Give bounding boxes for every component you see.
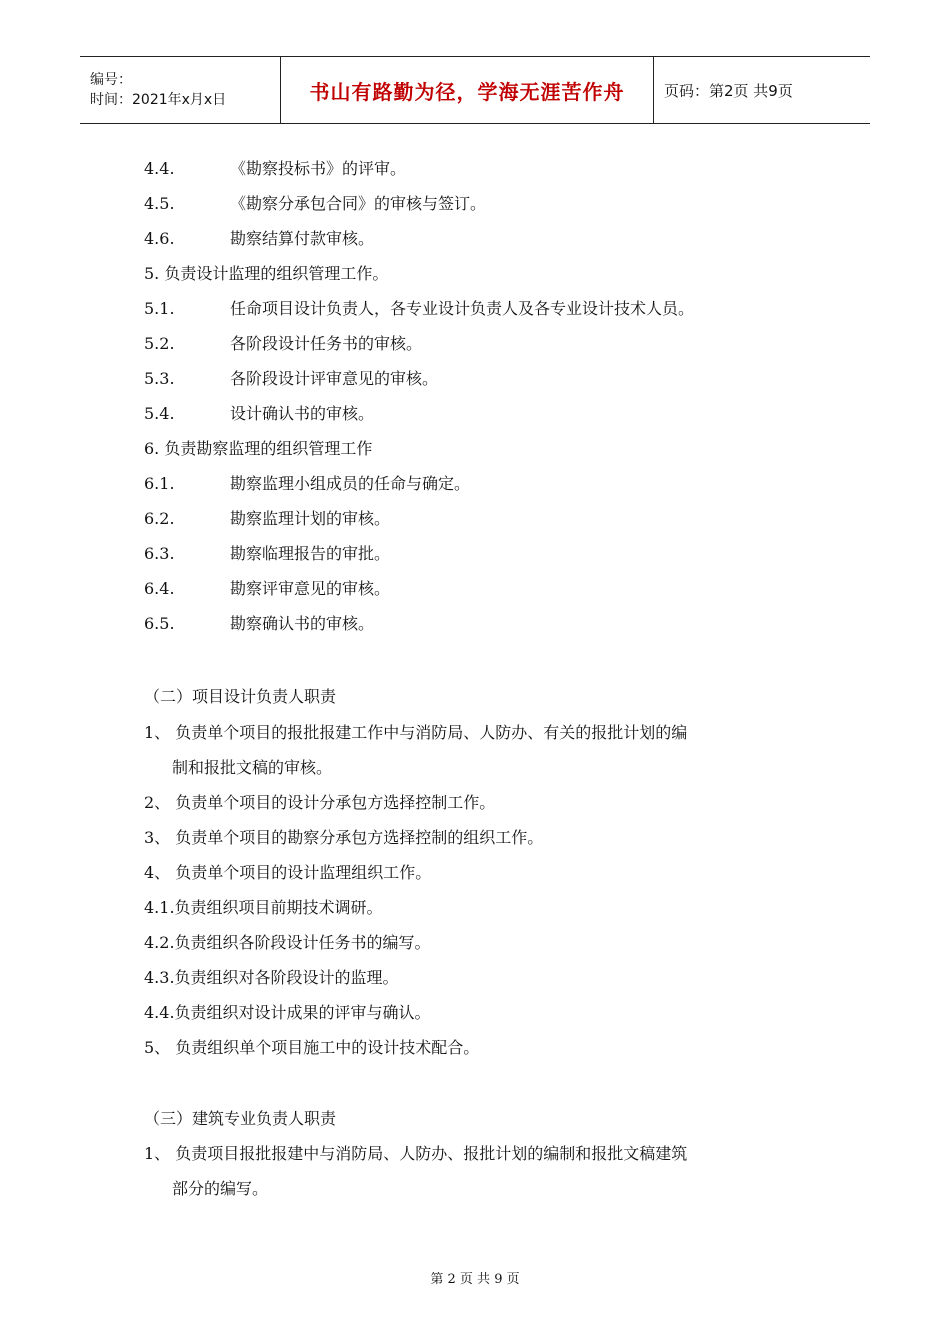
list-item: 1、 负责单个项目的报批报建工作中与消防局、人防办、有关的报批计划的编 bbox=[144, 723, 688, 742]
section-title: （三）建筑专业负责人职责 bbox=[144, 1109, 337, 1128]
list-item: 5.1. 任命项目设计负责人，各专业设计负责人及各专业设计技术人员。 bbox=[144, 299, 695, 318]
serial-label: 编号： bbox=[90, 72, 132, 88]
list-item-continuation: 部分的编写。 bbox=[172, 1179, 269, 1198]
list-item: 4.3.负责组织对各阶段设计的监理。 bbox=[144, 968, 399, 987]
list-item: 2、 负责单个项目的设计分承包方选择控制工作。 bbox=[144, 793, 496, 812]
header-info bbox=[80, 57, 281, 123]
list-item: 6.1. 勘察监理小组成员的任命与确定。 bbox=[144, 474, 471, 493]
header-motto: 书山有路勤为径，学海无涯苦作舟 bbox=[281, 57, 654, 123]
header-page-label: 页码：第2页 共9页 bbox=[664, 81, 793, 100]
time-label: 时间：2021年x月x日 bbox=[90, 92, 227, 108]
list-item: 6.5. 勘察确认书的审核。 bbox=[144, 614, 375, 633]
list-item: 6. 负责勘察监理的组织管理工作 bbox=[144, 439, 373, 458]
list-item: 6.3. 勘察临理报告的审批。 bbox=[144, 544, 391, 563]
list-item: 4.2.负责组织各阶段设计任务书的编写。 bbox=[144, 933, 431, 952]
list-item: 6.2. 勘察监理计划的审核。 bbox=[144, 509, 391, 528]
list-item: 4.4. 《勘察投标书》的评审。 bbox=[144, 159, 407, 178]
section-title: （二）项目设计负责人职责 bbox=[144, 687, 337, 706]
list-item: 6.4. 勘察评审意见的审核。 bbox=[144, 579, 391, 598]
list-item: 5.4. 设计确认书的审核。 bbox=[144, 404, 375, 423]
list-item: 3、 负责单个项目的勘察分承包方选择控制的组织工作。 bbox=[144, 828, 544, 847]
page-header bbox=[80, 56, 870, 124]
list-item-continuation: 制和报批文稿的审核。 bbox=[172, 758, 333, 777]
list-item: 4.5. 《勘察分承包合同》的审核与签订。 bbox=[144, 194, 487, 213]
page-footer: 第 2 页 共 9 页 bbox=[430, 1272, 520, 1287]
list-item: 5、 负责组织单个项目施工中的设计技术配合。 bbox=[144, 1038, 480, 1057]
list-item: 5.3. 各阶段设计评审意见的审核。 bbox=[144, 369, 439, 388]
list-item: 4、 负责单个项目的设计监理组织工作。 bbox=[144, 863, 432, 882]
list-item: 5. 负责设计监理的组织管理工作。 bbox=[144, 264, 389, 283]
list-item: 4.1.负责组织项目前期技术调研。 bbox=[144, 898, 383, 917]
list-item: 5.2. 各阶段设计任务书的审核。 bbox=[144, 334, 423, 353]
list-item: 1、 负责项目报批报建中与消防局、人防办、报批计划的编制和报批文稿建筑 bbox=[144, 1144, 688, 1163]
list-item: 4.4.负责组织对设计成果的评审与确认。 bbox=[144, 1003, 431, 1022]
list-item: 4.6. 勘察结算付款审核。 bbox=[144, 229, 375, 248]
